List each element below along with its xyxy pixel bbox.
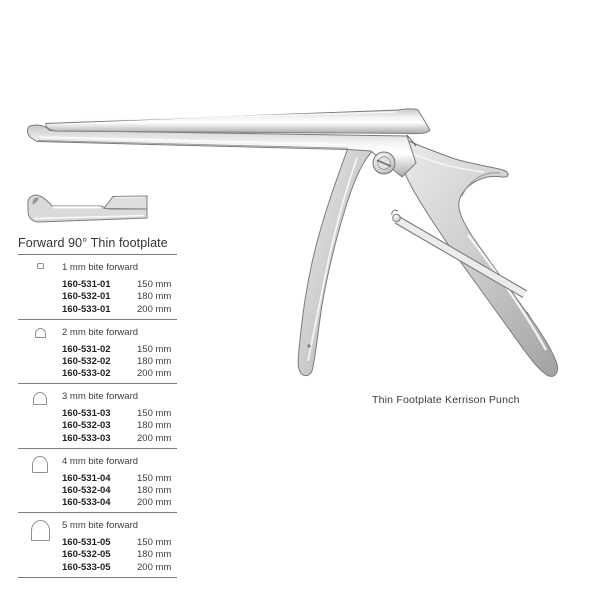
- product-code: 160-531-04: [62, 472, 111, 484]
- product-length: 200 mm: [137, 368, 172, 380]
- product-length: 200 mm: [137, 303, 172, 315]
- product-code: 160-532-03: [62, 420, 111, 432]
- bite-size-label: 4 mm bite forward: [62, 455, 139, 467]
- product-code: 160-532-04: [62, 484, 111, 496]
- bite-group-3mm: [18, 384, 177, 449]
- product-length: 180 mm: [137, 484, 172, 496]
- pivot-screw: [373, 152, 395, 174]
- product-length: 150 mm: [137, 279, 172, 290]
- product-row: [18, 549, 177, 561]
- product-row: [18, 304, 177, 316]
- product-row: [18, 291, 177, 303]
- bite-size-2mm-icon: [35, 328, 46, 338]
- bite-group-2mm: [18, 320, 177, 385]
- product-length: 180 mm: [137, 355, 172, 367]
- footplate-detail-illustration: [28, 195, 147, 222]
- product-length: 150 mm: [137, 472, 172, 484]
- product-row: [18, 279, 177, 291]
- product-length: 200 mm: [137, 561, 172, 573]
- bite-size-label: 3 mm bite forward: [62, 391, 139, 402]
- product-length: 150 mm: [137, 343, 172, 355]
- product-length: 180 mm: [137, 549, 172, 561]
- footplate-heading: Forward 90° Thin footplate: [18, 236, 168, 250]
- product-length: 180 mm: [137, 291, 172, 303]
- front-handle: [298, 142, 374, 376]
- product-code: 160-531-05: [62, 537, 111, 548]
- product-code: 160-531-01: [62, 279, 111, 290]
- product-length: 180 mm: [137, 420, 172, 432]
- instrument-caption: Thin Footplate Kerrison Punch: [372, 394, 520, 406]
- bite-group-4mm: [18, 449, 177, 514]
- bite-size-label: 1 mm bite forward: [62, 262, 139, 273]
- product-length: 150 mm: [137, 537, 172, 548]
- bite-size-5mm-icon: [31, 520, 50, 541]
- product-row: [18, 497, 177, 509]
- product-row: [18, 356, 177, 368]
- product-row: [18, 408, 177, 420]
- bite-size-3mm-icon: [33, 392, 47, 405]
- product-code: 160-532-01: [62, 291, 111, 303]
- bite-group-5mm: [18, 513, 177, 578]
- bite-group-1mm: [18, 255, 177, 320]
- product-code: 160-531-02: [62, 343, 111, 355]
- product-code: 160-533-03: [62, 432, 111, 444]
- product-row: [18, 368, 177, 380]
- bite-size-label: 2 mm bite forward: [62, 326, 139, 338]
- product-row: [18, 420, 177, 432]
- product-code: 160-531-03: [62, 408, 111, 419]
- product-code: 160-533-05: [62, 561, 111, 573]
- product-code: 160-532-05: [62, 549, 111, 561]
- product-row: [18, 485, 177, 497]
- product-length: 200 mm: [137, 432, 172, 444]
- product-row: [18, 344, 177, 356]
- product-code: 160-533-01: [62, 303, 111, 315]
- product-length: 150 mm: [137, 408, 172, 419]
- product-length: 200 mm: [137, 497, 172, 509]
- product-row: [18, 562, 177, 574]
- product-code: 160-533-02: [62, 368, 111, 380]
- product-code: 160-532-02: [62, 355, 111, 367]
- product-row: [18, 433, 177, 445]
- rear-handle: [392, 136, 558, 376]
- handle-pin: [307, 344, 311, 348]
- bite-size-4mm-icon: [32, 456, 48, 473]
- bite-size-label: 5 mm bite forward: [62, 520, 139, 531]
- bite-size-1mm-icon: [37, 263, 44, 269]
- product-row: [18, 473, 177, 485]
- product-code: 160-533-04: [62, 497, 111, 509]
- catalog-list: [18, 254, 177, 578]
